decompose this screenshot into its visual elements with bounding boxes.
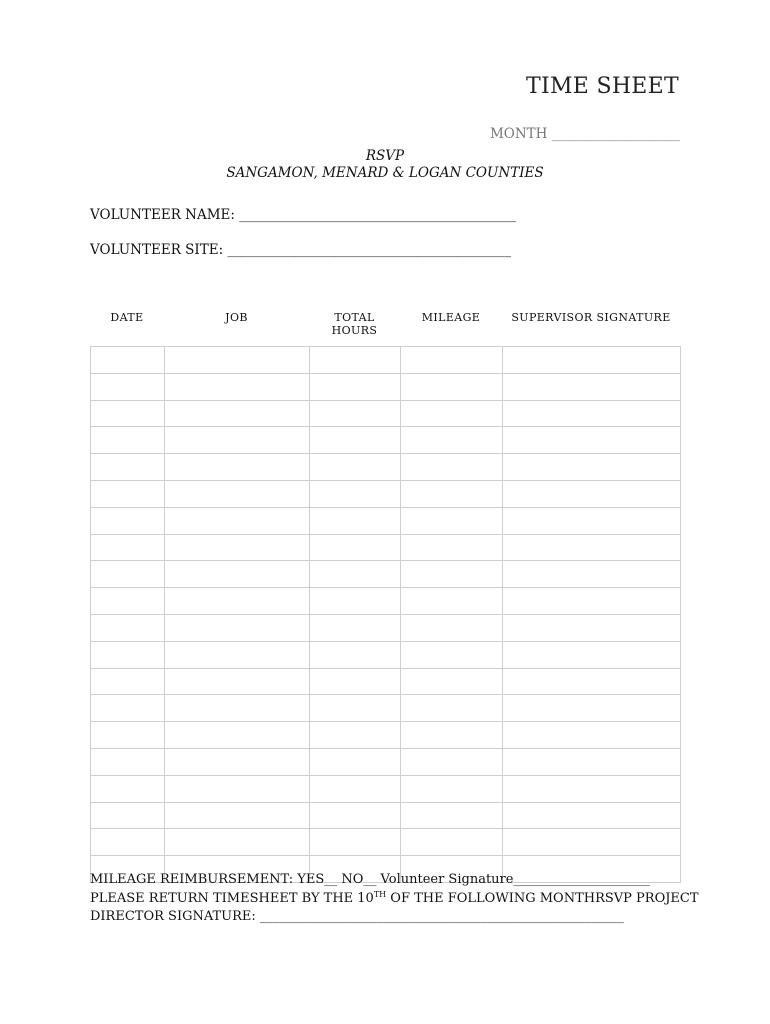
table-row [91,641,681,668]
table-row [91,454,681,481]
table-cell[interactable] [310,614,401,641]
table-cell[interactable] [310,454,401,481]
table-cell[interactable] [401,641,503,668]
table-cell[interactable] [310,400,401,427]
table-cell[interactable] [310,373,401,400]
table-row [91,561,681,588]
table-cell[interactable] [165,748,310,775]
program-name: RSVP [365,148,405,164]
table-cell[interactable] [401,400,503,427]
table-cell[interactable] [165,454,310,481]
table-cell[interactable] [91,748,165,775]
table-cell[interactable] [401,668,503,695]
table-cell[interactable] [91,802,165,829]
table-cell[interactable] [503,507,681,534]
table-row [91,614,681,641]
table-cell[interactable] [503,534,681,561]
table-cell[interactable] [310,588,401,615]
table-cell[interactable] [401,561,503,588]
table-cell[interactable] [310,802,401,829]
table-cell[interactable] [310,748,401,775]
table-cell[interactable] [165,427,310,454]
page-title: TIME SHEET [526,74,679,99]
table-cell[interactable] [165,373,310,400]
table-row [91,347,681,374]
column-header-date: DATE [110,311,144,324]
table-header [90,311,680,347]
table-cell[interactable] [401,829,503,856]
table-cell[interactable] [503,695,681,722]
table-cell[interactable] [91,641,165,668]
table-cell[interactable] [165,347,310,374]
table-cell[interactable] [503,480,681,507]
table-cell[interactable] [401,722,503,749]
table-cell[interactable] [165,534,310,561]
table-cell[interactable] [503,641,681,668]
table-row [91,480,681,507]
table-row [91,588,681,615]
table-cell[interactable] [310,722,401,749]
table-row [91,748,681,775]
table-cell[interactable] [401,534,503,561]
timesheet-table [90,346,681,883]
table-row [91,373,681,400]
mileage-reimbursement-line[interactable]: MILEAGE REIMBURSEMENT: YES__ NO__ Volunteer Signature_____________________ [90,872,650,887]
table-row [91,400,681,427]
table-row [91,775,681,802]
table-cell[interactable] [310,775,401,802]
table-cell[interactable] [401,775,503,802]
table-cell[interactable] [91,507,165,534]
table-cell[interactable] [503,400,681,427]
table-cell[interactable] [165,722,310,749]
table-row [91,829,681,856]
table-row [91,695,681,722]
table-cell[interactable] [91,668,165,695]
return-text-part2: OF THE FOLLOWING MONTHRSVP PROJECT [386,891,699,906]
table-cell[interactable] [310,427,401,454]
table-cell[interactable] [310,480,401,507]
return-instructions-line [90,891,699,906]
table-cell[interactable] [310,668,401,695]
table-row [91,534,681,561]
table-cell[interactable] [165,507,310,534]
table-cell[interactable] [401,507,503,534]
table-cell[interactable] [503,614,681,641]
table-cell[interactable] [165,775,310,802]
table-cell[interactable] [401,802,503,829]
table-row [91,722,681,749]
table-cell[interactable] [401,454,503,481]
table-cell[interactable] [310,829,401,856]
table-cell[interactable] [310,695,401,722]
table-cell[interactable] [401,614,503,641]
table-cell[interactable] [91,347,165,374]
table-cell[interactable] [503,347,681,374]
director-signature-line[interactable]: DIRECTOR SIGNATURE: ________________________________________________________ [90,909,624,924]
return-text-part1: PLEASE RETURN TIMESHEET BY THE 10 [90,891,374,906]
table-cell[interactable] [310,641,401,668]
table-cell[interactable] [165,614,310,641]
volunteer-name-field[interactable]: VOLUNTEER NAME: _________________________________________ [90,207,516,223]
table-cell[interactable] [91,373,165,400]
table-cell[interactable] [503,829,681,856]
table-cell[interactable] [91,561,165,588]
table-cell[interactable] [91,454,165,481]
table-cell[interactable] [310,347,401,374]
table-cell[interactable] [401,748,503,775]
table-cell[interactable] [91,775,165,802]
table-row [91,427,681,454]
table-cell[interactable] [165,802,310,829]
table-cell[interactable] [91,534,165,561]
table-cell[interactable] [91,829,165,856]
table-cell[interactable] [401,347,503,374]
table-cell[interactable] [503,722,681,749]
column-header-mileage: MILEAGE [421,311,481,324]
table-row [91,668,681,695]
table-cell[interactable] [165,641,310,668]
table-cell[interactable] [503,454,681,481]
table-cell[interactable] [503,668,681,695]
table-cell[interactable] [91,588,165,615]
table-cell[interactable] [503,748,681,775]
table-cell[interactable] [91,722,165,749]
table-cell[interactable] [165,668,310,695]
table-cell[interactable] [503,775,681,802]
table-cell[interactable] [165,480,310,507]
table-cell[interactable] [91,695,165,722]
table-cell[interactable] [165,695,310,722]
counties-subtitle: SANGAMON, MENARD & LOGAN COUNTIES [226,165,544,181]
table-cell[interactable] [91,614,165,641]
table-cell[interactable] [165,829,310,856]
table-cell[interactable] [310,534,401,561]
table-cell[interactable] [401,373,503,400]
table-cell[interactable] [91,480,165,507]
table-cell[interactable] [401,427,503,454]
table-cell[interactable] [165,588,310,615]
column-header-total-hours [309,311,400,337]
table-cell[interactable] [310,507,401,534]
table-cell[interactable] [503,373,681,400]
table-cell[interactable] [503,561,681,588]
column-header-supervisor-signature: SUPERVISOR SIGNATURE [511,311,671,324]
ordinal-suffix: TH [373,890,387,899]
table-cell[interactable] [401,588,503,615]
table-row [91,802,681,829]
table-cell[interactable] [91,427,165,454]
table-cell[interactable] [401,480,503,507]
table-cell[interactable] [91,400,165,427]
table-cell[interactable] [503,588,681,615]
table-cell[interactable] [165,561,310,588]
volunteer-site-field[interactable]: VOLUNTEER SITE: __________________________________________ [90,242,511,258]
column-header-total-line1: TOTAL [334,311,375,324]
table-cell[interactable] [503,802,681,829]
column-header-total-line2: HOURS [331,324,378,337]
column-header-job: JOB [225,311,248,324]
month-field[interactable]: MONTH ___________________ [489,126,680,142]
table-row [91,507,681,534]
table-cell[interactable] [503,427,681,454]
table-cell[interactable] [165,400,310,427]
table-cell[interactable] [401,695,503,722]
table-cell[interactable] [310,561,401,588]
